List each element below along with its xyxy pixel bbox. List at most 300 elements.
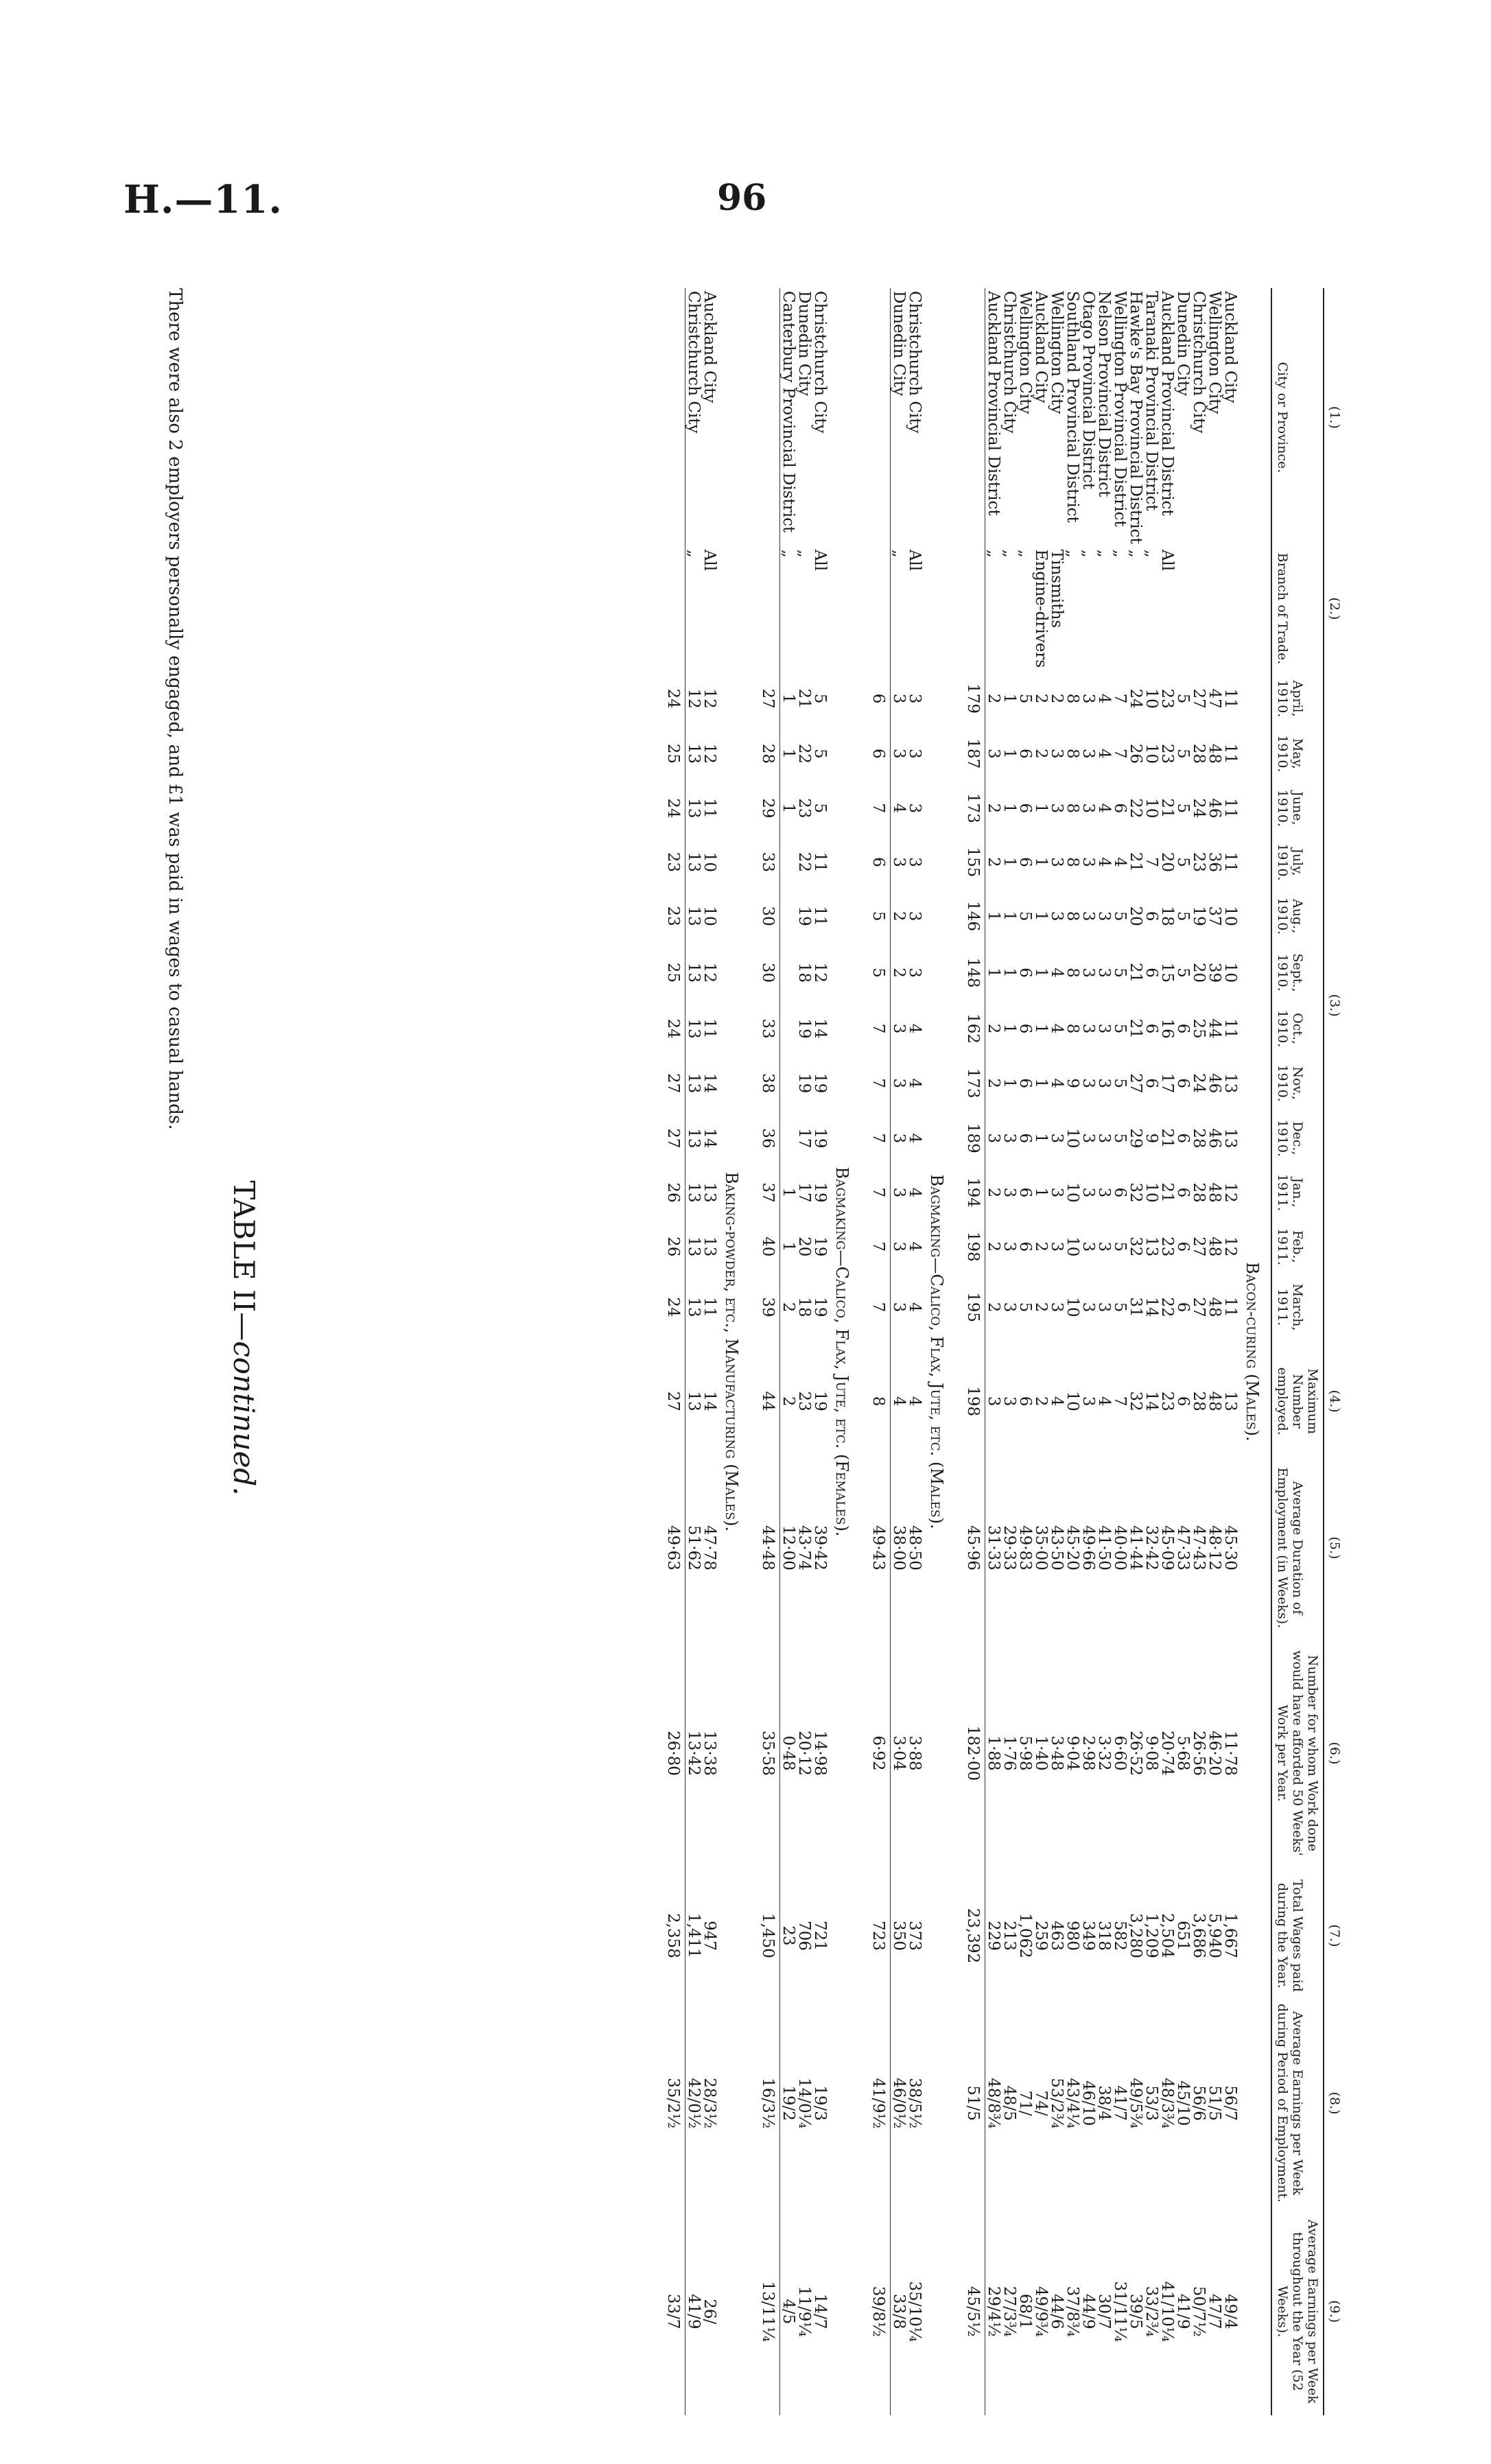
city-cell: Wellington City (1048, 291, 1066, 414)
month-cell: 4 (1111, 857, 1129, 867)
total-month-cell: 26 (665, 1166, 685, 1219)
month-cell: 7 (1111, 693, 1129, 704)
month-cell: 13 (1221, 1073, 1239, 1094)
month-cell: 10 (1142, 1182, 1160, 1203)
branch-cell: „ (985, 549, 1002, 558)
pe-cell: 14/0¼ (795, 2078, 813, 2129)
month-cell: 11 (701, 1018, 718, 1039)
month-cell: 23 (1190, 852, 1208, 873)
month-cell: 4 (1095, 803, 1113, 814)
py-cell: 47/7 (1206, 2293, 1223, 2330)
month-cell: 39 (1206, 962, 1223, 983)
month-cell: 27 (1127, 1073, 1144, 1094)
city-cell: Southland Provincial District (1064, 291, 1081, 523)
section-header-row (922, 288, 955, 2415)
total-dur-cell: 45·96 (965, 1462, 985, 1634)
branch-cell: „ (795, 549, 813, 558)
month-cell: 10 (1221, 962, 1239, 983)
month-cell: 6 (1142, 1023, 1160, 1034)
branch-cell: All (811, 549, 829, 572)
month-cell: 31 (1127, 1297, 1144, 1317)
total-label-cell (760, 288, 780, 670)
total-month-cell: 24 (665, 1002, 685, 1056)
total-month-cell: 6 (870, 727, 891, 781)
month-cell: 8 (1064, 911, 1081, 922)
n50-cell: 13·42 (685, 1730, 703, 1776)
total-month-cell: 38 (760, 1056, 780, 1111)
month-cell: 4 (1048, 1023, 1066, 1034)
total-month-cell: 6 (870, 670, 891, 727)
month-cell: 22 (1158, 1297, 1176, 1317)
branch-cell: All (1158, 549, 1176, 572)
wages-cell: 3,686 (1190, 1913, 1208, 1958)
month-cell: 3 (890, 1133, 908, 1144)
month-cell: 7 (1142, 857, 1160, 867)
month-cell: 3 (1095, 1302, 1113, 1313)
n50-cell: 5·98 (1016, 1735, 1034, 1771)
month-cell: 1 (779, 1241, 797, 1252)
table-row (1048, 288, 1064, 2415)
pe-cell: 71/ (1016, 2090, 1034, 2116)
total-month-cell: 39 (760, 1274, 780, 1341)
total-month-cell: 194 (965, 1166, 985, 1219)
month-cell: 5 (1111, 1133, 1129, 1144)
total-month-cell: 198 (965, 1219, 985, 1274)
branch-cell: „ (685, 549, 703, 558)
total-month-cell: 162 (965, 1002, 985, 1056)
month-cell: 3 (906, 693, 924, 704)
total-wages-cell: 23,392 (965, 1873, 985, 1998)
month-cell: 32 (1127, 1182, 1144, 1203)
branch-cell: „ (1111, 549, 1129, 558)
wages-cell: 350 (890, 1921, 908, 1951)
month-cell (780, 889, 797, 944)
month-cell: 3 (1000, 1133, 1018, 1144)
dur-cell: 48·12 (1206, 1525, 1223, 1571)
table-row (1159, 288, 1175, 2415)
month-cell: 3 (890, 749, 908, 759)
gap-row (860, 288, 870, 2415)
py-cell: 44/6 (1048, 2293, 1066, 2330)
month-cell: 6 (1016, 1023, 1034, 1034)
month-cell: 5 (1174, 857, 1192, 867)
total-month-cell: 7 (870, 1166, 891, 1219)
pe-cell: 19/3 (811, 2085, 829, 2121)
py-cell: 4/5 (779, 2299, 797, 2325)
city-cell: Christchurch City (1190, 291, 1208, 434)
total-month-cell: 5 (870, 889, 891, 944)
n50-cell: 26·56 (1190, 1730, 1208, 1776)
month-cell: 21 (1127, 1018, 1144, 1039)
branch-cell (1190, 547, 1206, 670)
month-cell: 1 (1032, 1187, 1050, 1198)
dur-cell: 43·74 (795, 1525, 813, 1571)
month-cell: 24 (1190, 1073, 1208, 1094)
month-cell: 13 (685, 852, 703, 873)
month-cell: 3 (1079, 911, 1097, 922)
month-cell: 1 (1000, 749, 1018, 759)
n50-cell: 1·88 (985, 1735, 1002, 1771)
month-cell: 5 (1174, 693, 1192, 704)
wages-cell: 259 (1032, 1921, 1050, 1951)
month-cell: 20 (795, 1236, 813, 1257)
month-cell: 11 (811, 852, 829, 873)
month-cell: 3 (1048, 749, 1066, 759)
max-cell: 3 (985, 1396, 1002, 1407)
month-cell: 13 (1142, 1236, 1160, 1257)
month-cell: 3 (1079, 693, 1097, 704)
column-number: (7.) (1324, 1873, 1345, 1998)
column-number: (6.) (1324, 1634, 1345, 1873)
total-month-cell: 25 (665, 943, 685, 1001)
pe-cell: 49/5¾ (1127, 2078, 1144, 2129)
month-cell: 3 (1079, 803, 1097, 814)
wages-table (655, 288, 1345, 2415)
total-month-cell: 30 (760, 889, 780, 944)
total-py-cell: 45/5½ (965, 2207, 985, 2415)
wages-cell: 2,504 (1158, 1913, 1176, 1958)
month-cell: 46 (1206, 1128, 1223, 1149)
header-col5: Average Duration of Employment (in Weeks). (1271, 1462, 1324, 1634)
total-month-cell: 23 (665, 889, 685, 944)
dur-cell: 48·50 (906, 1525, 924, 1571)
month-cell: 8 (1064, 749, 1081, 759)
month-cell: 26 (1127, 743, 1144, 764)
total-month-cell: 28 (760, 727, 780, 781)
max-cell: 23 (795, 1391, 813, 1411)
month-cell: 11 (811, 906, 829, 926)
month-cell: 3 (906, 857, 924, 867)
n50-cell: 20·12 (795, 1730, 813, 1776)
table-row (1080, 288, 1096, 2415)
month-cell: 46 (1206, 798, 1223, 819)
wages-cell: 3,280 (1127, 1913, 1144, 1958)
wages-cell: 1,062 (1016, 1913, 1034, 1958)
city-cell: Canterbury Provincial District (779, 291, 797, 533)
month-cell: 48 (1206, 743, 1223, 764)
month-cell: 10 (1142, 688, 1160, 709)
total-month-cell: 24 (665, 670, 685, 727)
month-cell: 11 (701, 1297, 718, 1317)
month-cell: 13 (685, 1073, 703, 1094)
month-cell: 1 (1032, 1078, 1050, 1088)
max-cell: 2 (779, 1396, 797, 1407)
month-cell: 6 (1174, 1078, 1192, 1088)
branch-cell: „ (779, 549, 797, 558)
month-cell: 17 (795, 1182, 813, 1203)
month-cell: 3 (1000, 1241, 1018, 1252)
total-max-cell: 8 (870, 1340, 891, 1462)
city-cell: Dunedin City (890, 291, 908, 397)
total-label-cell (665, 288, 685, 670)
column-number: (9.) (1324, 2207, 1345, 2415)
header-month: Aug., 1910. (1271, 889, 1324, 944)
month-cell: 5 (1174, 749, 1192, 759)
month-cell: 5 (1111, 1023, 1129, 1034)
total-month-cell: 27 (760, 670, 780, 727)
section-title: Bagmaking—Calico, Flax, Jute, etc. (Females). (832, 1166, 852, 1537)
month-cell: 3 (1095, 1241, 1113, 1252)
table-row (891, 288, 907, 2415)
max-cell: 13 (685, 1391, 703, 1411)
month-cell: 7 (1111, 749, 1129, 759)
month-cell: 4 (906, 1241, 924, 1252)
table-row (1001, 288, 1017, 2415)
month-cell: 11 (1221, 1297, 1239, 1317)
month-cell: 6 (1142, 1078, 1160, 1088)
month-cell: 8 (1064, 1023, 1081, 1034)
month-cell: 5 (1174, 967, 1192, 978)
city-cell: Hawke's Bay Provincial District (1127, 291, 1144, 544)
month-cell: 6 (1016, 1241, 1034, 1252)
month-cell: 6 (1111, 1187, 1129, 1198)
month-cell: 1 (1000, 911, 1018, 922)
wages-cell: 318 (1095, 1921, 1113, 1951)
month-cell: 3 (1095, 1187, 1113, 1198)
table-row (1017, 288, 1033, 2415)
dur-cell: 39·42 (811, 1525, 829, 1571)
total-py-cell: 13/11¼ (760, 2207, 780, 2415)
py-cell: 35/10¼ (906, 2281, 924, 2343)
month-cell: 8 (1064, 803, 1081, 814)
month-cell: 4 (906, 1133, 924, 1144)
header-branch: Branch of Trade. (1271, 547, 1324, 670)
month-cell: 10 (1064, 1297, 1081, 1317)
city-cell: Wellington Provincial District (1111, 291, 1129, 527)
pe-cell: 46/10 (1079, 2080, 1097, 2126)
city-cell: Otago Provincial District (1079, 291, 1097, 490)
month-cell: 3 (906, 967, 924, 978)
pe-cell: 38/4 (1095, 2085, 1113, 2121)
month-cell: 1 (985, 967, 1002, 978)
month-cell: 2 (1048, 693, 1066, 704)
py-cell: 11/9¼ (795, 2286, 813, 2337)
dur-cell: 49·66 (1079, 1525, 1097, 1571)
month-cell: 21 (1158, 1182, 1176, 1203)
branch-cell (1222, 547, 1238, 670)
month-cell: 1 (779, 749, 797, 759)
month-cell: 3 (906, 911, 924, 922)
table-row (701, 288, 717, 2415)
header-month: Sept., 1910. (1271, 943, 1324, 1001)
total-dur-cell: 44·48 (760, 1462, 780, 1634)
max-cell: 6 (1174, 1396, 1192, 1407)
month-cell: 3 (1095, 1023, 1113, 1034)
table-row (1033, 288, 1048, 2415)
wages-cell: 1,209 (1142, 1913, 1160, 1958)
month-cell: 4 (1095, 693, 1113, 704)
n50-cell: 20·74 (1158, 1730, 1176, 1776)
month-cell: 2 (1032, 1302, 1050, 1313)
month-cell: 13 (685, 798, 703, 819)
branch-cell: „ (1016, 549, 1034, 558)
month-cell: 27 (1190, 1236, 1208, 1257)
branch-cell: Tinsmiths (1048, 549, 1066, 629)
gap-cell (655, 288, 665, 2415)
page-number: 96 (717, 177, 767, 219)
pe-cell: 53/2¾ (1048, 2078, 1066, 2129)
month-cell: 6 (1016, 803, 1034, 814)
month-cell: 3 (1095, 1133, 1113, 1144)
py-cell: 50/7½ (1190, 2286, 1208, 2337)
n50-cell: 9·08 (1142, 1735, 1160, 1771)
header-col9: Average Earnings per Week throughout the Year (52 Weeks). (1271, 2207, 1324, 2415)
month-cell: 2 (890, 911, 908, 922)
month-cell: 4 (1048, 1078, 1066, 1088)
city-cell: Christchurch City (685, 291, 703, 434)
branch-cell: Engine-drivers (1032, 549, 1050, 668)
dur-cell: 45·30 (1221, 1525, 1239, 1571)
dur-cell: 41·50 (1095, 1525, 1113, 1571)
month-cell: 21 (1127, 962, 1144, 983)
month-cell: 10 (1221, 906, 1239, 926)
table-row (812, 288, 827, 2415)
total-month-cell: 7 (870, 1056, 891, 1111)
total-row (965, 288, 985, 2415)
pe-cell: 53/3 (1142, 2085, 1160, 2121)
month-cell: 17 (1158, 1073, 1176, 1094)
month-cell: 2 (779, 1302, 797, 1313)
month-cell: 1 (1032, 967, 1050, 978)
month-cell: 3 (890, 1023, 908, 1034)
max-cell: 14 (701, 1391, 718, 1411)
column-number-row (1324, 288, 1345, 2415)
month-cell: 22 (795, 743, 813, 764)
month-cell: 3 (906, 803, 924, 814)
month-cell: 10 (1064, 1128, 1081, 1149)
month-cell: 6 (1016, 749, 1034, 759)
wages-cell: 1,667 (1221, 1913, 1239, 1958)
month-cell: 1 (1032, 911, 1050, 922)
branch-cell: „ (1064, 549, 1081, 558)
month-cell: 14 (701, 1073, 718, 1094)
wages-cell: 213 (1000, 1921, 1018, 1951)
branch-cell: All (906, 549, 924, 572)
month-cell: 3 (1079, 1302, 1097, 1313)
dur-cell: 47·43 (1190, 1525, 1208, 1571)
n50-cell: 46·20 (1206, 1730, 1223, 1776)
gap-row (955, 288, 965, 2415)
total-month-cell: 189 (965, 1111, 985, 1166)
total-month-cell: 27 (665, 1056, 685, 1111)
month-cell: 19 (1190, 906, 1208, 926)
wages-cell: 463 (1048, 1921, 1066, 1951)
month-cell: 12 (811, 962, 829, 983)
total-month-cell: 7 (870, 1274, 891, 1341)
wages-cell: 229 (985, 1921, 1002, 1951)
month-cell: 9 (1064, 1078, 1081, 1088)
month-cell: 28 (1190, 743, 1208, 764)
month-cell: 20 (1158, 852, 1176, 873)
py-cell: 41/9 (685, 2293, 703, 2330)
city-cell: Wellington City (1206, 291, 1223, 414)
n50-cell: 11·78 (1221, 1730, 1239, 1776)
month-cell: 46 (1206, 1073, 1223, 1094)
py-cell: 31/11¼ (1111, 2281, 1129, 2343)
month-cell: 11 (1221, 852, 1239, 873)
total-month-cell: 7 (870, 781, 891, 836)
city-cell: Auckland Provincial District (985, 291, 1002, 516)
py-cell: 68/1 (1016, 2293, 1034, 2330)
month-cell: 14 (701, 1128, 718, 1149)
month-cell: 1 (1032, 1023, 1050, 1034)
header-col8: Average Earnings per Week during Period of Employment. (1271, 1999, 1324, 2208)
month-cell: 3 (1000, 1187, 1018, 1198)
month-cell: 48 (1206, 1297, 1223, 1317)
py-cell: 30/7 (1095, 2293, 1113, 2330)
month-cell: 5 (1016, 693, 1034, 704)
month-cell: 1 (1032, 857, 1050, 867)
max-cell: 7 (1111, 1396, 1129, 1407)
city-cell: Auckland City (1032, 291, 1050, 403)
month-cell: 13 (685, 1018, 703, 1039)
total-month-cell: 25 (665, 727, 685, 781)
py-cell: 49/4 (1221, 2293, 1239, 2330)
total-month-cell: 187 (965, 727, 985, 781)
wages-cell: 373 (906, 1921, 924, 1951)
month-cell: 6 (1016, 1133, 1034, 1144)
wages-cell: 23 (779, 1925, 797, 1946)
branch-cell: „ (1095, 549, 1113, 558)
month-cell: 4 (906, 1187, 924, 1198)
month-cell: 4 (1048, 967, 1066, 978)
month-cell: 6 (1174, 1023, 1192, 1034)
report-reference: H.—11. (124, 177, 283, 222)
month-cell: 23 (1158, 1236, 1176, 1257)
header-col7: Total Wages paid during the Year. (1271, 1873, 1324, 1998)
total-max-cell: 198 (965, 1340, 985, 1462)
month-cell: 2 (985, 1023, 1002, 1034)
total-dur-cell: 49·63 (665, 1462, 685, 1634)
month-cell: 3 (1079, 1023, 1097, 1034)
total-label-cell (870, 288, 891, 670)
pe-cell: 74/ (1032, 2090, 1050, 2116)
total-month-cell: 36 (760, 1111, 780, 1166)
total-month-cell: 7 (870, 1219, 891, 1274)
section-header-row (1238, 288, 1271, 2415)
month-cell (780, 1111, 797, 1166)
dur-cell: 40·00 (1111, 1525, 1129, 1571)
pe-cell: 46/0½ (890, 2078, 908, 2129)
max-cell: 3 (1079, 1396, 1097, 1407)
table-row (796, 288, 812, 2415)
gap-cell (955, 288, 965, 2415)
month-cell: 22 (795, 852, 813, 873)
n50-cell: 2·98 (1079, 1735, 1097, 1771)
total-month-cell: 30 (760, 943, 780, 1001)
total-month-cell: 155 (965, 836, 985, 889)
pe-cell: 43/4¼ (1064, 2078, 1081, 2129)
month-cell: 10 (1064, 1182, 1081, 1203)
total-pe-cell: 35/2½ (665, 1999, 685, 2208)
column-number: (8.) (1324, 1999, 1345, 2208)
month-cell: 20 (1127, 906, 1144, 926)
max-cell: 23 (1158, 1391, 1176, 1411)
month-cell: 2 (1032, 1241, 1050, 1252)
month-cell: 1 (1000, 1023, 1018, 1034)
header-month: April, 1910. (1271, 670, 1324, 727)
total-month-cell: 24 (665, 781, 685, 836)
month-cell: 1 (1000, 1078, 1018, 1088)
total-py-cell: 33/7 (665, 2207, 685, 2415)
month-cell: 2 (890, 967, 908, 978)
total-month-cell: 27 (665, 1111, 685, 1166)
wages-cell: 582 (1111, 1921, 1129, 1951)
month-cell: 4 (906, 1023, 924, 1034)
month-cell: 2 (985, 1187, 1002, 1198)
month-cell: 21 (1127, 852, 1144, 873)
month-cell: 6 (1174, 1302, 1192, 1313)
